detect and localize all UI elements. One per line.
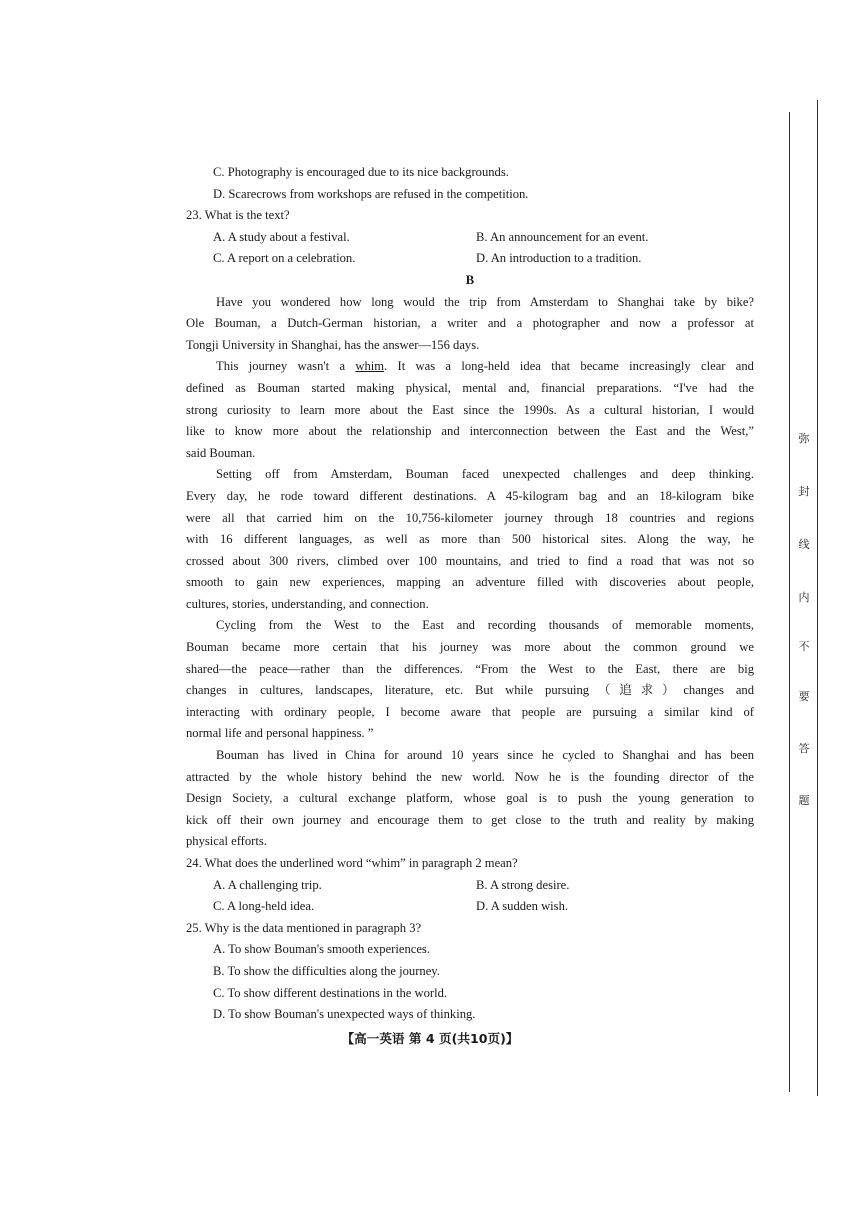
q23-option-d: D. An introduction to a tradition. — [476, 251, 642, 266]
passage-line: attracted by the whole history behind the new world. Now he is the founding director of the — [186, 769, 754, 784]
binding-notice-char: 封 — [798, 485, 810, 498]
passage-paragraph-2 — [186, 356, 754, 464]
passage-line: said Bouman. — [186, 445, 256, 460]
q24-options-row-1 — [186, 875, 754, 897]
q24-option-a: A. A challenging trip. — [213, 877, 322, 892]
q22-option-c: C. Photography is encouraged due to its nice backgrounds. — [213, 165, 509, 179]
binding-notice-char: 答 — [798, 742, 810, 755]
passage-line: Have you wondered how long would the trip from Amsterdam to Shanghai take by bike? — [216, 294, 754, 309]
binding-notice-char: 不 — [798, 640, 810, 653]
passage-line: changes in cultures, landscapes, literature, etc. But while pursuing（追求）changes and — [186, 683, 754, 698]
page-footer: 【高一英语 第 4 页(共10页)】 — [341, 1031, 519, 1046]
q22-option-d: D. Scarecrows from workshops are refused in the competition. — [213, 186, 529, 201]
passage-text: . It was a long-held idea that became increasingly clear and — [384, 359, 754, 374]
binding-line-outer — [817, 100, 818, 1096]
passage-line: defined as Bouman started making physical, mental and, financial preparations. “I've had the — [186, 380, 754, 395]
passage-paragraph-1 — [186, 292, 754, 357]
underlined-word-whim: whim — [355, 359, 385, 374]
passage-line: strong curiosity to learn more about the East since the 1990s. As a cultural historian, I would — [186, 402, 754, 417]
q25-option-c: C. To show different destinations in the world. — [213, 985, 448, 1000]
binding-line-inner — [789, 112, 790, 1092]
binding-notice-char: 题 — [798, 794, 810, 807]
q24-option-b: B. A strong desire. — [476, 877, 570, 892]
q23-stem: 23. What is the text? — [186, 208, 290, 223]
passage-line: crossed about 300 rivers, climbed over 100 mountains, and tried to find a road that was not so — [186, 553, 754, 568]
passage-line: like to know more about the relationship and interconnection between the East and the West,” — [186, 424, 754, 439]
binding-notice-char: 内 — [798, 591, 810, 604]
passage-line: with 16 different languages, as well as more than 500 historical sites. Along the way, he — [186, 532, 754, 547]
passage-line: Bouman became more certain that his journey was more about the common ground we — [186, 640, 754, 655]
passage-paragraph-4 — [186, 615, 754, 745]
passage-line: normal life and personal happiness. ” — [186, 726, 374, 741]
passage-line: physical efforts. — [186, 834, 267, 849]
passage-line: kick off their own journey and encourage them to get close to the truth and reality by making — [186, 812, 754, 827]
page-content — [186, 162, 754, 1026]
q24-option-d: D. A sudden wish. — [476, 899, 569, 914]
passage-line: Bouman has lived in China for around 10 years since he cycled to Shanghai and has been — [216, 748, 754, 763]
passage-line: Setting off from Amsterdam, Bouman faced unexpected challenges and deep thinking. — [216, 467, 754, 482]
passage-line: Cycling from the West to the East and recording thousands of memorable moments, — [216, 618, 754, 633]
q25-stem: 25. Why is the data mentioned in paragraph 3? — [186, 920, 422, 935]
q24-stem: 24. What does the underlined word “whim” in paragraph 2 mean? — [186, 856, 518, 870]
passage-line: were all that carried him on the 10,756-kilometer journey through 18 countries and regions — [186, 510, 754, 525]
binding-notice-char: 要 — [798, 690, 810, 703]
passage-text: This journey wasn't a — [216, 359, 356, 374]
passage-paragraph-3 — [186, 464, 754, 615]
passage-line: smooth to gain new experiences, mapping an adventure filled with discoveries about people, — [186, 575, 754, 590]
q24-option-c: C. A long-held idea. — [213, 899, 315, 914]
q23-option-c: C. A report on a celebration. — [213, 251, 356, 266]
passage-line: shared—the peace—rather than the differences. “From the West to the East, there are big — [186, 661, 754, 676]
passage-line: Tongji University in Shanghai, has the answer—156 days. — [186, 337, 480, 352]
q23-option-a: A. A study about a festival. — [213, 229, 350, 244]
q25-option-d: D. To show Bouman's unexpected ways of thinking. — [213, 1007, 476, 1022]
passage-line: interacting with ordinary people, I become aware that people are pursuing a similar kind of — [186, 704, 754, 719]
binding-notice-char: 线 — [798, 538, 810, 551]
q23-option-b: B. An announcement for an event. — [476, 229, 649, 244]
q23-options-row-2 — [186, 248, 754, 270]
binding-notice-char: 弥 — [798, 432, 810, 445]
passage-paragraph-5 — [186, 745, 754, 853]
section-heading: B — [465, 272, 475, 287]
q25-option-a: A. To show Bouman's smooth experiences. — [213, 942, 430, 957]
passage-line: Ole Bouman, a Dutch-German historian, a writer and a photographer and now a professor at — [186, 316, 754, 331]
q23-options-row-1 — [186, 227, 754, 249]
q24-options-row-2 — [186, 896, 754, 918]
passage-line: Every day, he rode toward different destinations. A 45-kilogram bag and an 18-kilogram bike — [186, 488, 754, 503]
passage-line: cultures, stories, understanding, and connection. — [186, 596, 429, 611]
passage-line — [186, 356, 754, 378]
passage-line: Design Society, a cultural exchange platform, whose goal is to push the young generation to — [186, 791, 754, 806]
q25-option-b: B. To show the difficulties along the journey. — [213, 963, 440, 978]
